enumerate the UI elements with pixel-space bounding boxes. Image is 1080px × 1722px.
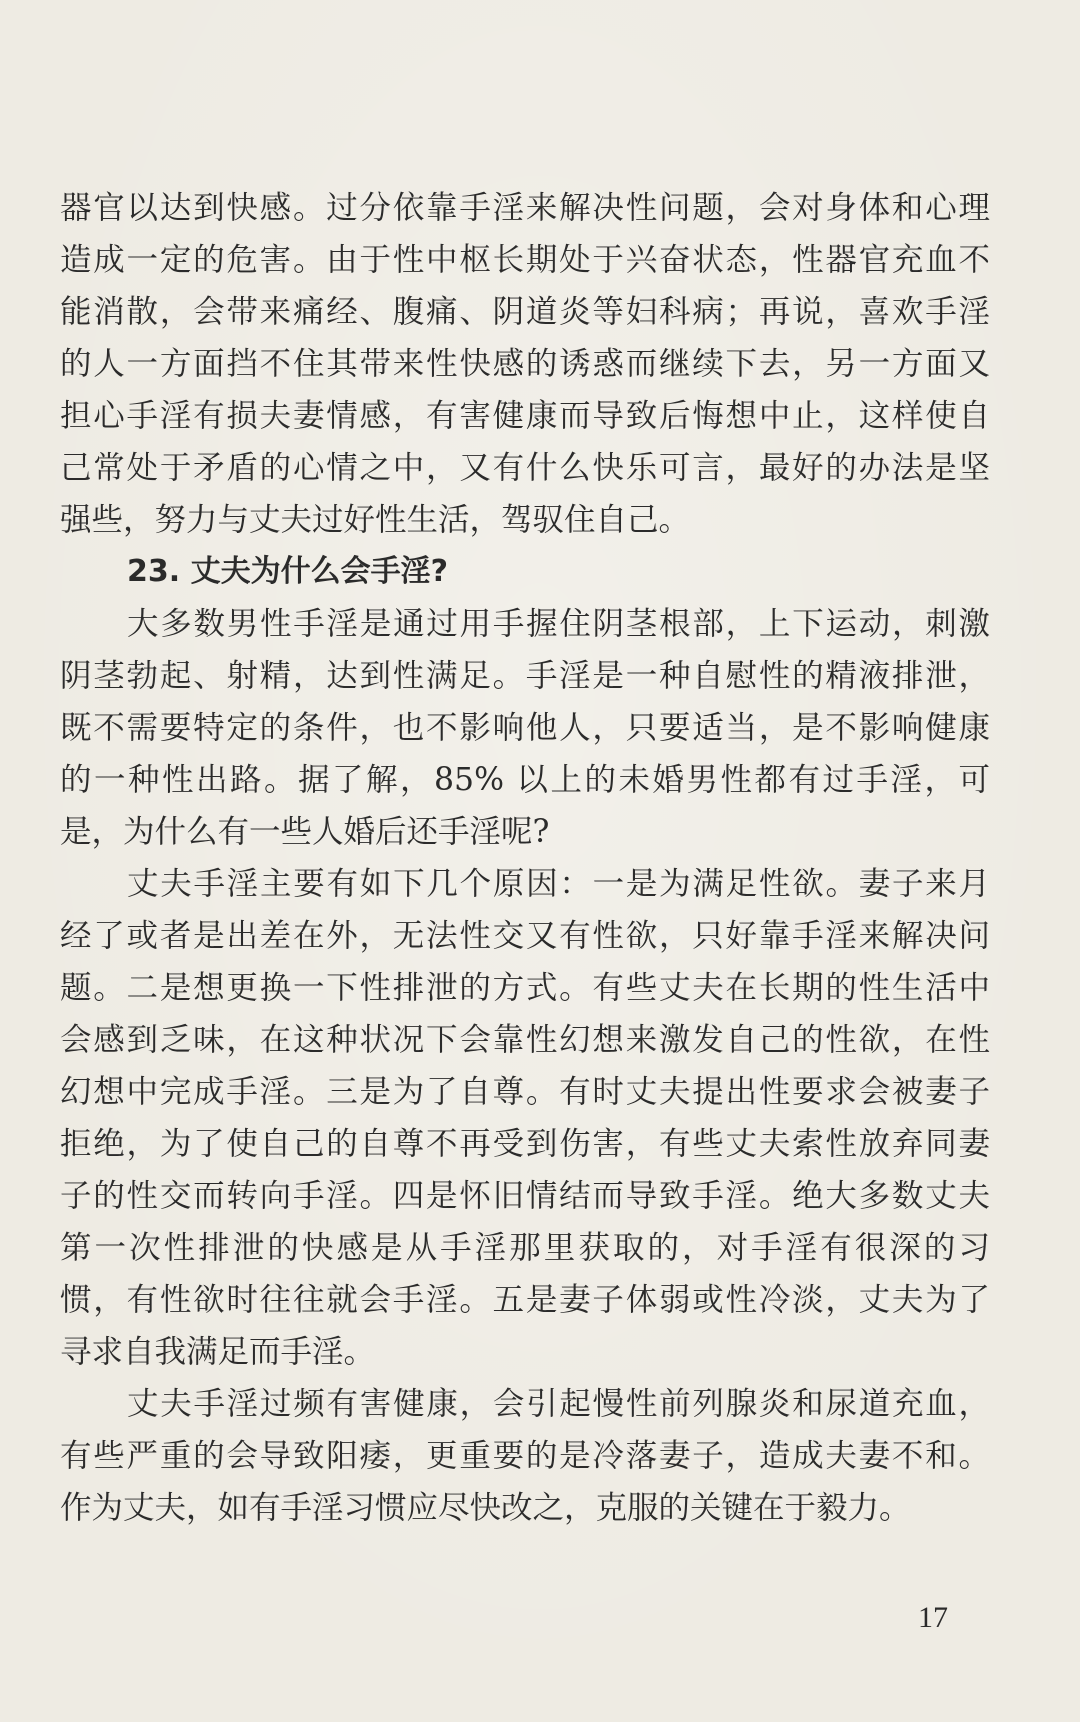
text-line: 惯，有性欲时往往就会手淫。五是妻子体弱或性冷淡，丈夫为了 <box>60 1282 990 1318</box>
text-line: 造成一定的危害。由于性中枢长期处于兴奋状态，性器官充血不 <box>60 242 990 278</box>
text-line: 第一次性排泄的快感是从手淫那里获取的，对手淫有很深的习 <box>60 1230 990 1266</box>
text-line: 强些，努力与丈夫过好性生活，驾驭住自己。 <box>60 502 691 538</box>
text-line: 己常处于矛盾的心情之中，又有什么快乐可言，最好的办法是坚 <box>60 450 990 486</box>
text-line: 拒绝，为了使自己的自尊不再受到伤害，有些丈夫索性放弃同妻 <box>60 1126 990 1162</box>
text-line: 丈夫手淫过频有害健康，会引起慢性前列腺炎和尿道充血， <box>127 1386 990 1422</box>
text-line: 大多数男性手淫是通过用手握住阴茎根部，上下运动，刺激 <box>127 606 990 642</box>
text-line: 有些严重的会导致阳痿，更重要的是冷落妻子，造成夫妻不和。 <box>60 1438 990 1474</box>
page-number: 17 <box>918 1601 948 1634</box>
text-line: 经了或者是出差在外，无法性交又有性欲，只好靠手淫来解决问 <box>60 918 990 954</box>
text-line: 幻想中完成手淫。三是为了自尊。有时丈夫提出性要求会被妻子 <box>60 1074 990 1110</box>
text-line: 是，为什么有一些人婚后还手淫呢? <box>60 814 550 850</box>
text-line: 既不需要特定的条件，也不影响他人，只要适当，是不影响健康 <box>60 710 990 746</box>
text-line: 题。二是想更换一下性排泄的方式。有些丈夫在长期的性生活中 <box>60 970 990 1006</box>
text-line: 丈夫手淫主要有如下几个原因：一是为满足性欲。妻子来月 <box>127 866 990 902</box>
text-line: 担心手淫有损夫妻情感，有害健康而导致后悔想中止，这样使自 <box>60 398 990 434</box>
text-line: 的一种性出路。据了解，85% 以上的未婚男性都有过手淫，可 <box>60 762 990 798</box>
text-line: 会感到乏味，在这种状况下会靠性幻想来激发自己的性欲，在性 <box>60 1022 990 1058</box>
text-line: 器官以达到快感。过分依靠手淫来解决性问题，会对身体和心理 <box>60 190 990 226</box>
text-line: 子的性交而转向手淫。四是怀旧情结而导致手淫。绝大多数丈夫 <box>60 1178 990 1214</box>
text-line: 能消散，会带来痛经、腹痛、阴道炎等妇科病；再说，喜欢手淫 <box>60 294 990 330</box>
section-heading: 23. 丈夫为什么会手淫? <box>127 554 448 589</box>
text-line: 作为丈夫，如有手淫习惯应尽快改之，克服的关键在于毅力。 <box>60 1490 911 1526</box>
text-line: 寻求自我满足而手淫。 <box>60 1334 376 1370</box>
body-text <box>60 182 990 1534</box>
text-line: 的人一方面挡不住其带来性快感的诱惑而继续下去，另一方面又 <box>60 346 990 382</box>
text-line: 阴茎勃起、射精，达到性满足。手淫是一种自慰性的精液排泄， <box>60 658 990 694</box>
